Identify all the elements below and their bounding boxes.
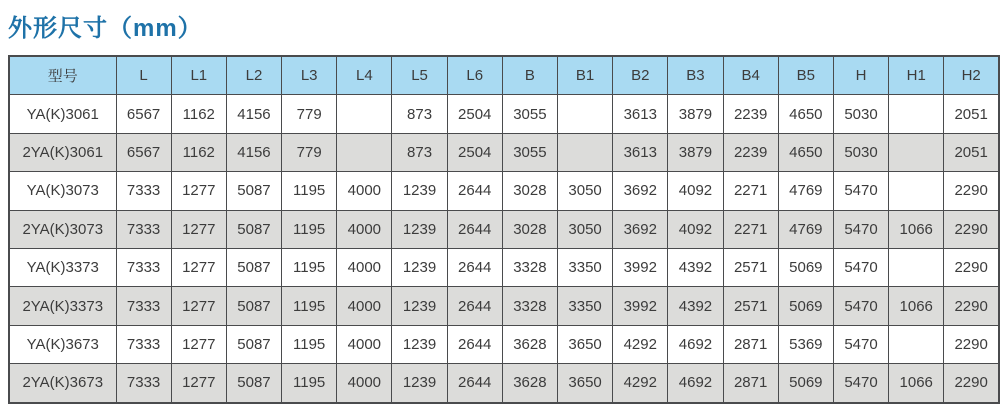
column-header-h: H bbox=[833, 56, 888, 95]
dimension-cell: 3628 bbox=[502, 325, 557, 363]
dimension-cell: 5087 bbox=[226, 248, 281, 286]
dimensions-table bbox=[8, 55, 1000, 404]
dimension-cell: 5470 bbox=[833, 364, 888, 403]
dimension-cell: 3879 bbox=[668, 133, 723, 171]
dimension-cell: 1162 bbox=[171, 95, 226, 133]
dimension-cell: 3613 bbox=[613, 95, 668, 133]
dimension-cell bbox=[558, 95, 613, 133]
dimension-cell: 7333 bbox=[116, 248, 171, 286]
dimension-cell: 3350 bbox=[558, 287, 613, 325]
dimension-cell: 2504 bbox=[447, 133, 502, 171]
dimension-cell: 4000 bbox=[337, 248, 392, 286]
dimension-cell: 2290 bbox=[944, 364, 999, 403]
dimension-cell: 1277 bbox=[171, 172, 226, 210]
dimension-cell: 4292 bbox=[613, 325, 668, 363]
model-cell: YA(K)3061 bbox=[9, 95, 116, 133]
dimension-cell: 1195 bbox=[282, 172, 337, 210]
dimension-cell bbox=[337, 95, 392, 133]
dimension-cell: 1277 bbox=[171, 325, 226, 363]
dimension-cell: 4156 bbox=[226, 133, 281, 171]
dimension-cell: 1277 bbox=[171, 248, 226, 286]
table-row bbox=[9, 248, 999, 286]
table-body bbox=[9, 95, 999, 403]
dimension-cell: 3028 bbox=[502, 210, 557, 248]
dimension-cell: 3992 bbox=[613, 287, 668, 325]
dimension-cell: 873 bbox=[392, 133, 447, 171]
dimension-cell: 6567 bbox=[116, 133, 171, 171]
dimension-cell bbox=[337, 133, 392, 171]
dimension-cell: 7333 bbox=[116, 325, 171, 363]
model-cell: YA(K)3673 bbox=[9, 325, 116, 363]
table-row bbox=[9, 210, 999, 248]
table-row bbox=[9, 287, 999, 325]
dimension-cell: 1195 bbox=[282, 248, 337, 286]
dimension-cell: 3879 bbox=[668, 95, 723, 133]
table-row bbox=[9, 364, 999, 403]
dimension-cell: 5030 bbox=[833, 133, 888, 171]
column-header-h2: H2 bbox=[944, 56, 999, 95]
dimension-cell: 2290 bbox=[944, 210, 999, 248]
dimension-cell: 2571 bbox=[723, 287, 778, 325]
dimension-cell: 4650 bbox=[778, 133, 833, 171]
dimension-cell bbox=[558, 133, 613, 171]
dimension-cell: 5470 bbox=[833, 210, 888, 248]
dimension-cell: 2290 bbox=[944, 172, 999, 210]
dimension-cell: 1239 bbox=[392, 364, 447, 403]
dimension-cell: 3328 bbox=[502, 248, 557, 286]
dimension-cell: 3055 bbox=[502, 133, 557, 171]
dimension-cell: 1277 bbox=[171, 210, 226, 248]
dimension-cell: 2051 bbox=[944, 133, 999, 171]
model-cell: 2YA(K)3673 bbox=[9, 364, 116, 403]
dimension-cell: 4000 bbox=[337, 325, 392, 363]
dimension-cell: 4156 bbox=[226, 95, 281, 133]
dimension-cell: 5470 bbox=[833, 248, 888, 286]
dimension-cell: 2239 bbox=[723, 95, 778, 133]
dimension-cell: 3028 bbox=[502, 172, 557, 210]
dimension-cell: 3650 bbox=[558, 364, 613, 403]
column-header-h1: H1 bbox=[889, 56, 944, 95]
dimension-cell bbox=[889, 133, 944, 171]
dimension-cell: 4769 bbox=[778, 210, 833, 248]
dimension-cell: 5369 bbox=[778, 325, 833, 363]
dimension-cell: 2644 bbox=[447, 325, 502, 363]
column-header-model: 型号 bbox=[9, 56, 116, 95]
column-header-b1: B1 bbox=[558, 56, 613, 95]
column-header-b2: B2 bbox=[613, 56, 668, 95]
column-header-l5: L5 bbox=[392, 56, 447, 95]
dimension-cell: 5087 bbox=[226, 287, 281, 325]
dimension-cell: 2871 bbox=[723, 364, 778, 403]
dimension-cell: 4292 bbox=[613, 364, 668, 403]
dimension-cell: 2290 bbox=[944, 287, 999, 325]
table-row bbox=[9, 172, 999, 210]
column-header-l4: L4 bbox=[337, 56, 392, 95]
dimension-cell: 1195 bbox=[282, 210, 337, 248]
dimension-cell: 5470 bbox=[833, 325, 888, 363]
dimension-cell: 2239 bbox=[723, 133, 778, 171]
dimension-cell: 3692 bbox=[613, 210, 668, 248]
dimension-cell: 7333 bbox=[116, 172, 171, 210]
column-header-l2: L2 bbox=[226, 56, 281, 95]
dimension-cell: 5470 bbox=[833, 172, 888, 210]
dimension-cell: 1239 bbox=[392, 172, 447, 210]
dimension-cell: 1277 bbox=[171, 364, 226, 403]
dimension-cell: 2290 bbox=[944, 325, 999, 363]
column-header-l6: L6 bbox=[447, 56, 502, 95]
dimension-cell: 2271 bbox=[723, 210, 778, 248]
column-header-b4: B4 bbox=[723, 56, 778, 95]
column-header-b: B bbox=[502, 56, 557, 95]
dimension-cell: 3055 bbox=[502, 95, 557, 133]
table-row bbox=[9, 325, 999, 363]
dimension-cell: 3350 bbox=[558, 248, 613, 286]
dimension-cell: 2644 bbox=[447, 210, 502, 248]
dimension-cell: 779 bbox=[282, 95, 337, 133]
dimension-cell: 873 bbox=[392, 95, 447, 133]
dimension-cell: 5030 bbox=[833, 95, 888, 133]
dimension-cell: 2290 bbox=[944, 248, 999, 286]
dimension-cell: 6567 bbox=[116, 95, 171, 133]
dimension-cell: 7333 bbox=[116, 364, 171, 403]
model-cell: 2YA(K)3373 bbox=[9, 287, 116, 325]
dimension-cell: 4769 bbox=[778, 172, 833, 210]
dimension-cell: 1239 bbox=[392, 210, 447, 248]
dimension-cell: 7333 bbox=[116, 287, 171, 325]
dimension-cell bbox=[889, 248, 944, 286]
dimension-cell bbox=[889, 172, 944, 210]
dimension-cell: 5087 bbox=[226, 210, 281, 248]
dimension-cell: 3692 bbox=[613, 172, 668, 210]
page-title: 外形尺寸（mm） bbox=[8, 15, 203, 42]
dimension-cell: 2571 bbox=[723, 248, 778, 286]
column-header-l3: L3 bbox=[282, 56, 337, 95]
dimension-cell: 4392 bbox=[668, 287, 723, 325]
dimension-cell: 2644 bbox=[447, 248, 502, 286]
dimension-cell: 5069 bbox=[778, 364, 833, 403]
column-header-b5: B5 bbox=[778, 56, 833, 95]
dimension-cell: 4000 bbox=[337, 172, 392, 210]
table-header-row bbox=[9, 56, 999, 95]
dimension-cell: 5069 bbox=[778, 248, 833, 286]
dimension-cell: 1162 bbox=[171, 133, 226, 171]
model-cell: 2YA(K)3073 bbox=[9, 210, 116, 248]
dimension-cell: 4650 bbox=[778, 95, 833, 133]
dimension-cell: 4000 bbox=[337, 287, 392, 325]
column-header-l1: L1 bbox=[171, 56, 226, 95]
dimension-cell: 4692 bbox=[668, 325, 723, 363]
dimension-cell: 3328 bbox=[502, 287, 557, 325]
dimension-cell: 1195 bbox=[282, 364, 337, 403]
dimension-cell: 4092 bbox=[668, 172, 723, 210]
table-row bbox=[9, 133, 999, 171]
dimension-cell: 1195 bbox=[282, 325, 337, 363]
dimension-cell: 2644 bbox=[447, 364, 502, 403]
dimension-cell: 5087 bbox=[226, 325, 281, 363]
dimension-cell: 2504 bbox=[447, 95, 502, 133]
dimension-cell: 2644 bbox=[447, 287, 502, 325]
model-cell: 2YA(K)3061 bbox=[9, 133, 116, 171]
column-header-l: L bbox=[116, 56, 171, 95]
dimension-cell: 4392 bbox=[668, 248, 723, 286]
dimension-cell: 1066 bbox=[889, 364, 944, 403]
table-row bbox=[9, 95, 999, 133]
column-header-b3: B3 bbox=[668, 56, 723, 95]
dimension-cell: 4692 bbox=[668, 364, 723, 403]
dimension-cell: 1239 bbox=[392, 248, 447, 286]
dimension-cell: 2644 bbox=[447, 172, 502, 210]
dimension-cell: 2871 bbox=[723, 325, 778, 363]
dimension-cell: 1239 bbox=[392, 287, 447, 325]
dimension-cell: 7333 bbox=[116, 210, 171, 248]
dimension-cell: 4092 bbox=[668, 210, 723, 248]
dimension-cell: 5470 bbox=[833, 287, 888, 325]
dimension-cell: 2051 bbox=[944, 95, 999, 133]
dimension-cell: 3650 bbox=[558, 325, 613, 363]
dimension-cell: 779 bbox=[282, 133, 337, 171]
model-cell: YA(K)3373 bbox=[9, 248, 116, 286]
dimension-cell: 1277 bbox=[171, 287, 226, 325]
dimension-cell bbox=[889, 325, 944, 363]
dimension-cell: 2271 bbox=[723, 172, 778, 210]
dimension-cell: 3050 bbox=[558, 210, 613, 248]
dimension-cell: 3613 bbox=[613, 133, 668, 171]
dimension-cell: 1066 bbox=[889, 210, 944, 248]
dimension-cell: 5087 bbox=[226, 172, 281, 210]
dimension-cell: 3628 bbox=[502, 364, 557, 403]
dimension-cell: 3992 bbox=[613, 248, 668, 286]
dimension-cell: 5087 bbox=[226, 364, 281, 403]
dimension-cell bbox=[889, 95, 944, 133]
dimension-cell: 1239 bbox=[392, 325, 447, 363]
model-cell: YA(K)3073 bbox=[9, 172, 116, 210]
dimension-cell: 3050 bbox=[558, 172, 613, 210]
dimension-cell: 1195 bbox=[282, 287, 337, 325]
dimension-cell: 4000 bbox=[337, 210, 392, 248]
dimension-cell: 1066 bbox=[889, 287, 944, 325]
dimension-cell: 5069 bbox=[778, 287, 833, 325]
dimension-cell: 4000 bbox=[337, 364, 392, 403]
